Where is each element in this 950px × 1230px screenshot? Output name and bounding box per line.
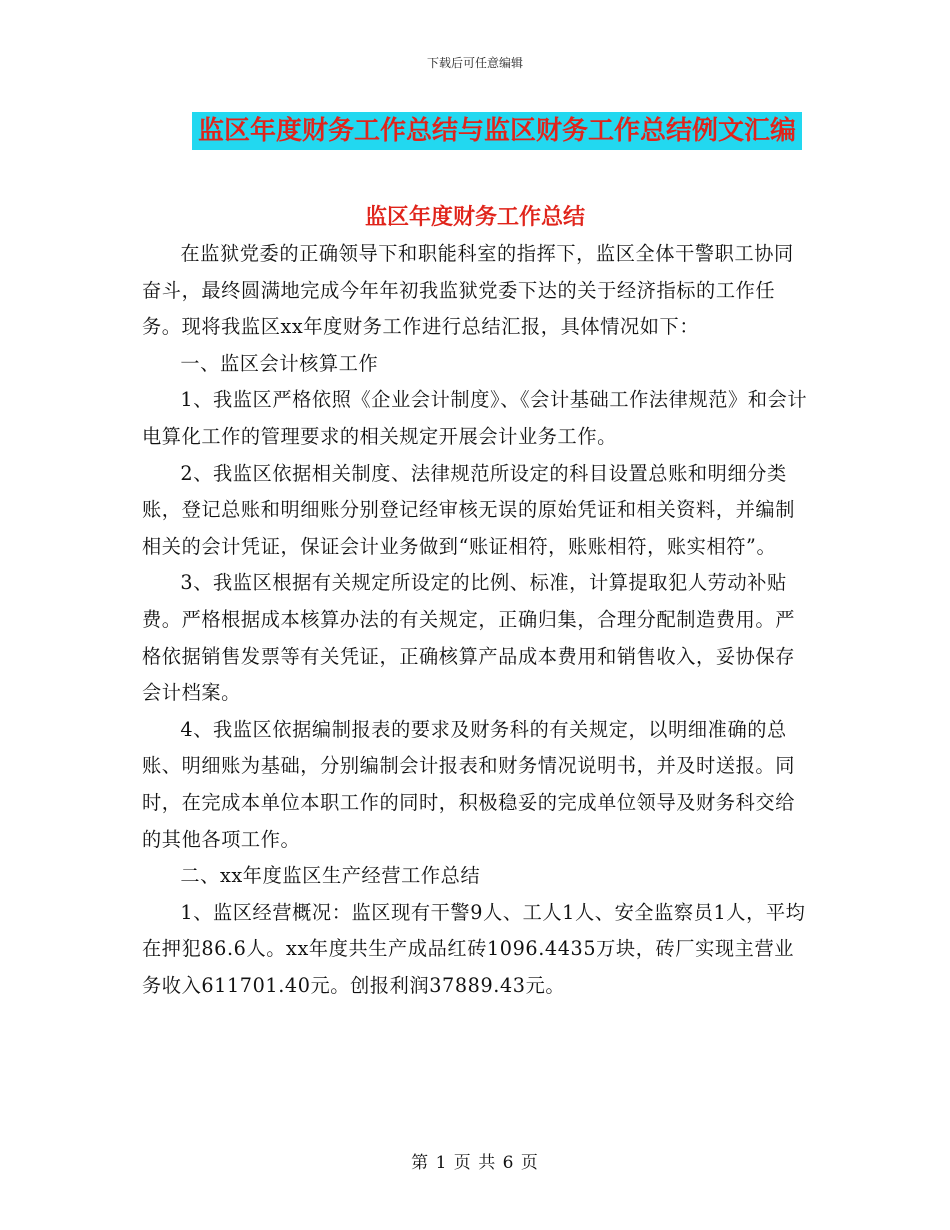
header-note: 下载后可任意编辑 xyxy=(426,56,523,70)
heading-accounting: 一、监区会计核算工作 xyxy=(180,351,379,375)
heading-production: 二、xx年度监区生产经营工作总结 xyxy=(180,864,481,888)
document-title: 监区年度财务工作总结与监区财务工作总结例文汇编 xyxy=(192,112,802,150)
document-body xyxy=(142,236,810,1004)
paragraph-item: 4、我监区依据编制报表的要求及财务科的有关规定，以明细准确的总账、明细账为基础，分别编制会计报表和财务情况说明书，并及时送报。同时，在完成本单位本职工作的同时，积极稳妥的完成单位领导及财务科交给的其他各项工作。 xyxy=(142,717,795,851)
paragraph-intro: 在监狱党委的正确领导下和职能科室的指挥下，监区全体干警职工协同奋斗，最终圆满地完成今年年初我监狱党委下达的关于经济指标的工作任务。现将我监区xx年度财务工作进行总结汇报，具体情况如下： xyxy=(142,242,794,339)
page-number: 第 1 页 共 6 页 xyxy=(411,1153,539,1173)
section-title: 监区年度财务工作总结 xyxy=(364,205,585,230)
paragraph-item: 2、我监区依据相关制度、法律规范所设定的科目设置总账和明细分类账，登记总账和明细账分别登记经审核无误的原始凭证和相关资料，并编制相关的会计凭证，保证会计业务做到“账证相符，账账相符，账实相符”。 xyxy=(142,461,795,558)
paragraph-item: 1、我监区严格依照《企业会计制度》、《会计基础工作法律规范》和会计电算化工作的管理要求的相关规定开展会计业务工作。 xyxy=(142,388,808,448)
paragraph-item: 3、我监区根据有关规定所设定的比例、标准，计算提取犯人劳动补贴费。严格根据成本核算办法的有关规定，正确归集，合理分配制造费用。严格依据销售发票等有关凭证，正确核算产品成本费用和销售收入，妥协保存会计档案。 xyxy=(142,571,795,705)
paragraph-item: 1、监区经营概况：监区现有干警9人、工人1人、安全监察员1人，平均在押犯86.6人。xx年度共生产成品红砖1096.4435万块，砖厂实现主营业务收入611701.40元。创报利润37889.43元。 xyxy=(142,900,806,997)
